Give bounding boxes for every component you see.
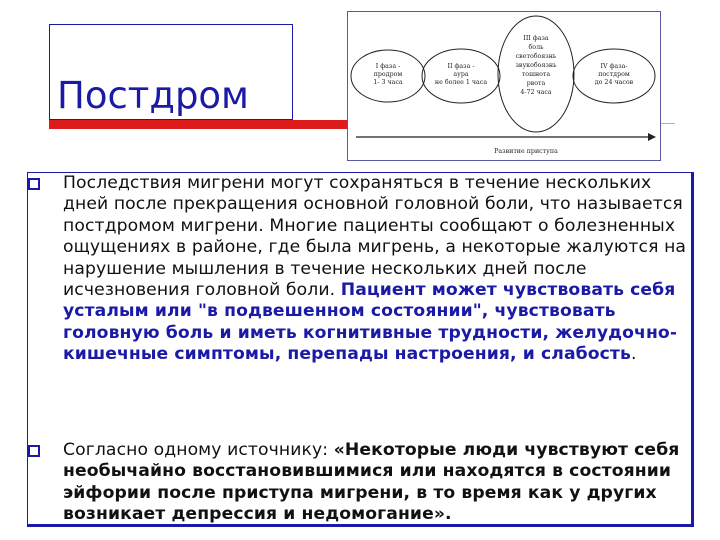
content-area xyxy=(27,172,694,524)
phase-3-label-0: III фаза xyxy=(523,35,549,42)
diagram-svg xyxy=(348,12,662,162)
phase-3-label-1: боль xyxy=(528,44,544,51)
slide-title: Постдром xyxy=(57,74,249,117)
timeline-axis-label: Развитие приступа xyxy=(494,148,558,155)
phase-1-label-0: I фаза - xyxy=(375,63,401,70)
migraine-phases-diagram xyxy=(347,11,661,161)
phase-3-label-5: рвота xyxy=(526,80,546,87)
phase-2-label-0: II фаза - xyxy=(447,63,475,70)
bullet-1-text xyxy=(63,173,693,366)
bullet-2-normal-text: Согласно одному источнику: xyxy=(63,440,334,460)
phase-4-label-2: до 24 часов xyxy=(594,79,634,86)
phase-3-label-6: 4-72 часа xyxy=(520,89,552,96)
bullet-1-end: . xyxy=(630,344,637,365)
phase-3-label-2: светобоязнь xyxy=(515,53,557,60)
phase-1-label-1: продром xyxy=(373,71,403,78)
bullet-2-icon xyxy=(28,445,40,457)
phase-3-label-4: тошнота xyxy=(521,71,551,78)
phase-2-label-2: не более 1 часа xyxy=(434,79,488,86)
bullet-2-bold-text: «Некоторые люди чувствуют себя необычайно восстановившимися или находятся в состоянии эйфории после приступа мигрени, в то время как у других возникает депрессия и недомогание». xyxy=(63,440,680,524)
phase-2-label-1: аура xyxy=(453,71,469,78)
bullet-1-normal-text: Последствия мигрени могут сохраняться в течение нескольких дней после прекращения основной головной боли, что называется постдромом мигрени. Многие пациенты сообщают о болезненных ощущениях в районе, где была мигрень, а некоторые жалуются на нарушение мышления в течение нескольких дней после исчезновения головной боли. xyxy=(63,173,687,301)
bullet-1-bold-text: Пациент может чувствовать себя усталым или "в подвешенном состоянии", чувствовать головную боль и иметь когнитивные трудности, желудочно-кишечные симптомы, перепады настроения, и слабость xyxy=(63,280,678,365)
phase-4-label-1: постдром xyxy=(598,71,630,78)
accent-bar xyxy=(49,120,369,129)
phase-4-label-0: IV фаза- xyxy=(600,63,628,70)
phase-3-label-3: звукобоязнь xyxy=(515,62,557,69)
bullet-2-text xyxy=(63,440,693,524)
bullet-1-icon xyxy=(28,178,40,190)
phase-1-label-2: 1- 3 часа xyxy=(373,79,403,86)
timeline-arrow-icon xyxy=(648,133,656,141)
